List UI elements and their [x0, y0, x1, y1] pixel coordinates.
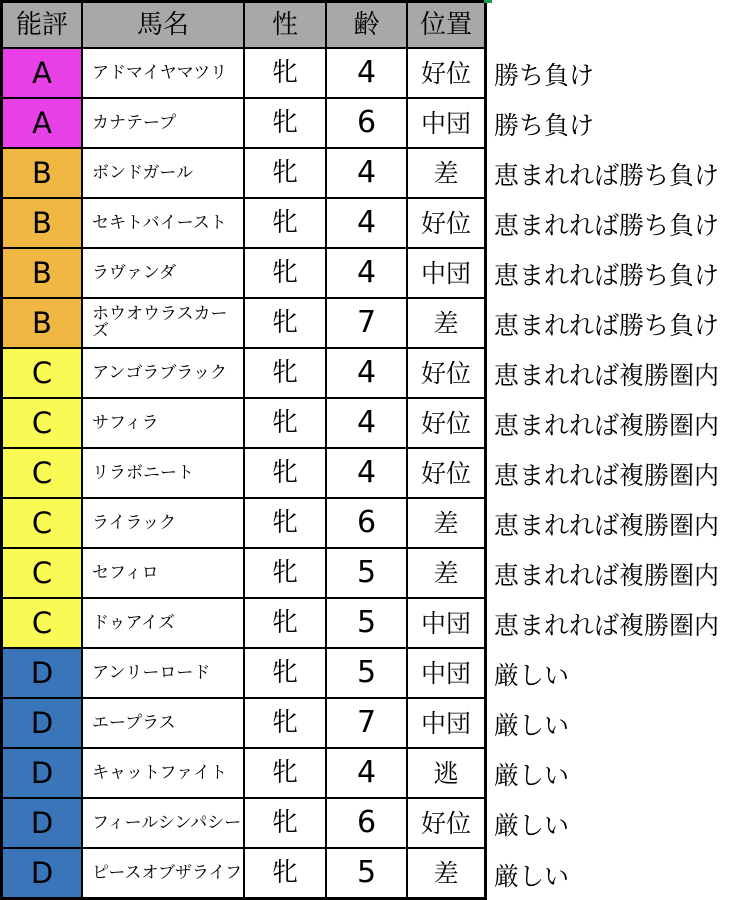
comment-text: 恵まれれば勝ち負け [494, 261, 720, 290]
sex-cell: 牝 [245, 49, 327, 99]
age-cell: 4 [327, 349, 408, 399]
comment-text: 厳しい [494, 811, 570, 840]
comment-text: 厳しい [494, 711, 570, 740]
table-row [0, 849, 736, 900]
position-cell: 中団 [408, 99, 487, 149]
sex-cell: 牝 [245, 799, 327, 849]
comment-text: 勝ち負け [494, 111, 595, 140]
age-cell: 4 [327, 749, 408, 799]
horse-name-cell: サフィラ [83, 399, 245, 449]
horse-name-cell: ライラック [83, 499, 245, 549]
horse-name-cell: カナテープ [83, 99, 245, 149]
position-cell: 好位 [408, 449, 487, 499]
position-cell: 中団 [408, 599, 487, 649]
table-row [0, 149, 736, 199]
age-cell: 4 [327, 149, 408, 199]
position-cell: 差 [408, 549, 487, 599]
rating-cell: B [0, 199, 83, 249]
horse-name-cell: ピースオブザライフ [83, 849, 245, 900]
age-cell: 4 [327, 199, 408, 249]
table-row [0, 749, 736, 799]
rating-cell: D [0, 749, 83, 799]
sex-cell: 牝 [245, 699, 327, 749]
horse-name-cell: ホウオウラスカーズ [83, 299, 245, 349]
horse-name-cell: アンゴラブラック [83, 349, 245, 399]
header-comment-spacer [487, 0, 736, 49]
sex-cell: 牝 [245, 99, 327, 149]
header-rating: 能評 [0, 0, 83, 49]
header-age: 齢 [327, 0, 408, 49]
age-cell: 4 [327, 449, 408, 499]
table-row [0, 349, 736, 399]
table-row [0, 499, 736, 549]
header-sex: 性 [245, 0, 327, 49]
table-row [0, 599, 736, 649]
rating-cell: C [0, 399, 83, 449]
header-horse-name: 馬名 [83, 0, 245, 49]
table-row [0, 449, 736, 499]
position-cell: 好位 [408, 199, 487, 249]
position-cell: 差 [408, 299, 487, 349]
rating-cell: C [0, 549, 83, 599]
age-cell: 6 [327, 499, 408, 549]
position-cell: 好位 [408, 49, 487, 99]
comment-text: 恵まれれば勝ち負け [494, 211, 720, 240]
horse-name-cell: ラヴァンダ [83, 249, 245, 299]
horse-name-cell: セフィロ [83, 549, 245, 599]
comment-text: 厳しい [494, 761, 570, 790]
position-cell: 中団 [408, 699, 487, 749]
comment-text: 恵まれれば複勝圏内 [494, 411, 720, 440]
table-row [0, 99, 736, 149]
table-row [0, 299, 736, 349]
age-cell: 4 [327, 399, 408, 449]
rating-cell: C [0, 499, 83, 549]
rating-cell: D [0, 849, 83, 900]
comment-text: 恵まれれば複勝圏内 [494, 611, 720, 640]
horse-name-cell: リラボニート [83, 449, 245, 499]
rating-cell: B [0, 249, 83, 299]
age-cell: 6 [327, 799, 408, 849]
position-cell: 好位 [408, 799, 487, 849]
horse-name-cell: セキトバイースト [83, 199, 245, 249]
rating-cell: C [0, 449, 83, 499]
sex-cell: 牝 [245, 599, 327, 649]
rating-cell: D [0, 799, 83, 849]
table-row [0, 549, 736, 599]
rating-cell: B [0, 299, 83, 349]
age-cell: 4 [327, 49, 408, 99]
sex-cell: 牝 [245, 849, 327, 900]
age-cell: 6 [327, 99, 408, 149]
comment-text: 勝ち負け [494, 61, 595, 90]
table-row [0, 49, 736, 99]
horse-name-cell: ドゥアイズ [83, 599, 245, 649]
horse-name-cell: ボンドガール [83, 149, 245, 199]
comment-text: 厳しい [494, 661, 570, 690]
table-row [0, 199, 736, 249]
age-cell: 7 [327, 699, 408, 749]
sex-cell: 牝 [245, 449, 327, 499]
horse-name-cell: キャットファイト [83, 749, 245, 799]
position-cell: 差 [408, 149, 487, 199]
position-cell: 好位 [408, 399, 487, 449]
rating-cell: A [0, 99, 83, 149]
header-position: 位置 [408, 0, 487, 49]
sex-cell: 牝 [245, 249, 327, 299]
rating-cell: D [0, 699, 83, 749]
rating-cell: C [0, 349, 83, 399]
table-row [0, 249, 736, 299]
sex-cell: 牝 [245, 299, 327, 349]
sex-cell: 牝 [245, 399, 327, 449]
comment-text: 恵まれれば勝ち負け [494, 161, 720, 190]
horse-name-cell: エープラス [83, 699, 245, 749]
horse-name-cell: フィールシンパシー [83, 799, 245, 849]
position-cell: 差 [408, 849, 487, 900]
comment-text: 恵まれれば複勝圏内 [494, 511, 720, 540]
comment-text: 恵まれれば複勝圏内 [494, 461, 720, 490]
age-cell: 7 [327, 299, 408, 349]
rating-cell: D [0, 649, 83, 699]
table-row [0, 399, 736, 449]
sex-cell: 牝 [245, 649, 327, 699]
position-cell: 中団 [408, 249, 487, 299]
position-cell: 好位 [408, 349, 487, 399]
table-row [0, 799, 736, 849]
age-cell: 5 [327, 599, 408, 649]
table-row [0, 699, 736, 749]
sex-cell: 牝 [245, 149, 327, 199]
age-cell: 5 [327, 649, 408, 699]
table-body [0, 49, 736, 900]
position-cell: 中団 [408, 649, 487, 699]
age-cell: 5 [327, 549, 408, 599]
horse-name-cell: アンリーロード [83, 649, 245, 699]
table-row [0, 649, 736, 699]
selection-artifact [484, 0, 492, 3]
rating-cell: C [0, 599, 83, 649]
sex-cell: 牝 [245, 749, 327, 799]
comment-text: 恵まれれば複勝圏内 [494, 561, 720, 590]
table-header-row [0, 0, 736, 49]
sex-cell: 牝 [245, 349, 327, 399]
position-cell: 逃 [408, 749, 487, 799]
rating-cell: A [0, 49, 83, 99]
comment-text: 恵まれれば複勝圏内 [494, 361, 720, 390]
position-cell: 差 [408, 499, 487, 549]
sex-cell: 牝 [245, 549, 327, 599]
rating-cell: B [0, 149, 83, 199]
horse-name-cell: アドマイヤマツリ [83, 49, 245, 99]
comment-text: 厳しい [494, 861, 570, 891]
age-cell: 4 [327, 249, 408, 299]
age-cell: 5 [327, 849, 408, 900]
comment-text: 恵まれれば勝ち負け [494, 311, 720, 340]
sex-cell: 牝 [245, 199, 327, 249]
sex-cell: 牝 [245, 499, 327, 549]
